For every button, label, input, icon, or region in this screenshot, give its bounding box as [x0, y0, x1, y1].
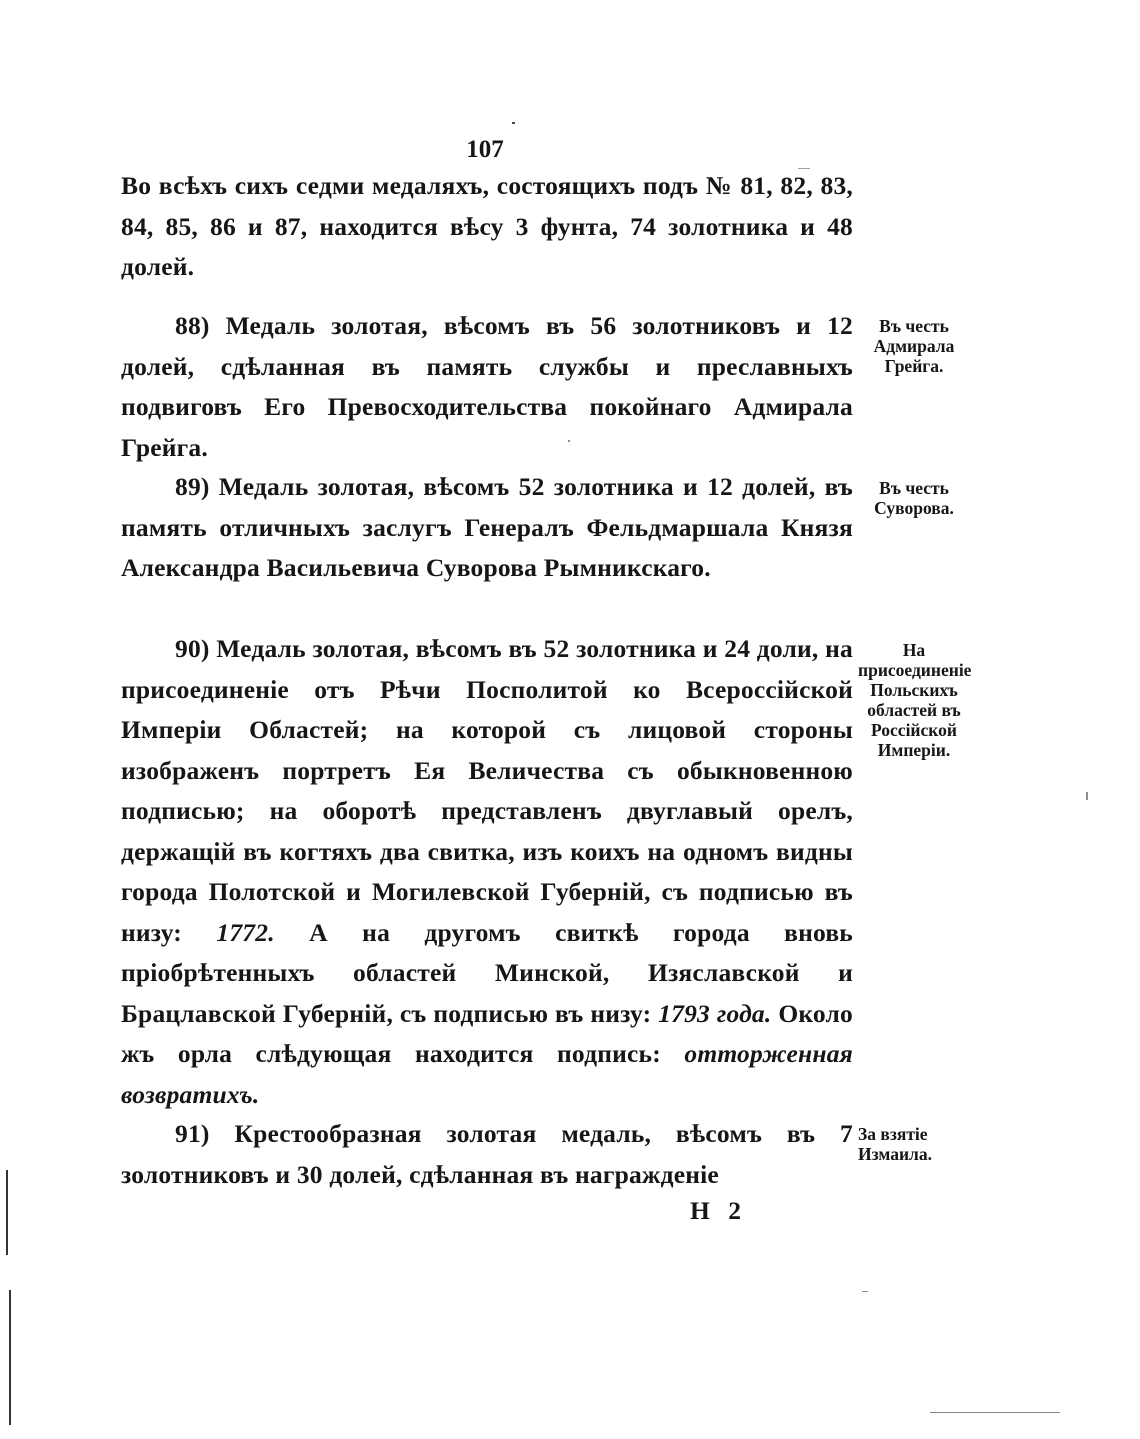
year-1772: 1772.: [216, 917, 275, 947]
scan-speck: [1086, 792, 1088, 800]
year-1793: 1793 года.: [658, 998, 772, 1028]
paragraph-90-text-a: 90) Медаль золотая, вѣсомъ въ 52 золотника и 24 доли, на присоединеніе отъ Рѣчи Посполитой ко Всероссійской Имперіи Областей; на которой съ лицовой стороны изображенъ портретъ Ея Величества съ обыкновенною подписью; на оборотѣ представленъ двуглавый орелъ, держащій въ когтяхъ два свитка, изъ коихъ на одномъ видны города Полотской и Могилевской Губерній, съ подписью въ низу:: [121, 634, 853, 947]
scan-edge-line: [6, 1170, 8, 1255]
medal-motto: отторженная возвратихъ.: [121, 1039, 853, 1109]
scan-speck: [512, 122, 515, 124]
paragraph-91: 91) Крестообразная золотая медаль, вѣсомъ въ 7 золотниковъ и 30 долей, сдѣланная въ награжденіе: [121, 1119, 853, 1189]
marginal-note-90: На присоединеніе Польскихъ областей въ Россійской Имперіи.: [858, 640, 972, 760]
scan-speck: [862, 1291, 868, 1292]
printer-signature-mark: Н 2: [690, 1196, 747, 1225]
paragraph-90: [121, 629, 853, 1115]
paragraph-summary: Во всѣхъ сихъ седми медаляхъ, состоящихъ подъ № 81, 82, 83, 84, 85, 86 и 87, находится вѣсу 3 фунта, 74 золотника и 48 долей.: [121, 171, 853, 281]
marginal-note-89: Въ честь Суворова.: [874, 478, 954, 518]
paragraph-88: 88) Медаль золотая, вѣсомъ въ 56 золотниковъ и 12 долей, сдѣланная въ память службы и преславныхъ подвиговъ Его Превосходительства покойнаго Адмирала Грейга.: [121, 311, 853, 462]
scan-edge-line: [930, 1412, 1060, 1413]
scan-edge-line: [9, 1290, 11, 1425]
scan-speck: [798, 168, 810, 169]
marginal-note-88: Въ честь Адмирала Грейга.: [873, 316, 955, 376]
marginal-note-91: За взятіе Измаила.: [858, 1124, 932, 1164]
page-number: 107: [466, 136, 504, 163]
paragraph-90-text-b: А на другомъ свиткѣ города вновь пріобрѣтенныхъ областей Минской, Изяславской и Брацлавской Губерній, съ подписью въ низу:: [121, 917, 853, 1028]
paragraph-89: 89) Медаль золотая, вѣсомъ 52 золотника и 12 долей, въ память отличныхъ заслугъ Генералъ Фельдмаршала Князя Александра Васильевича Суворова Рымникскаго.: [121, 472, 853, 582]
scan-speck: [568, 440, 570, 442]
paragraph-90-text-c: Около жъ орла слѣдующая находится подпись:: [121, 998, 853, 1068]
